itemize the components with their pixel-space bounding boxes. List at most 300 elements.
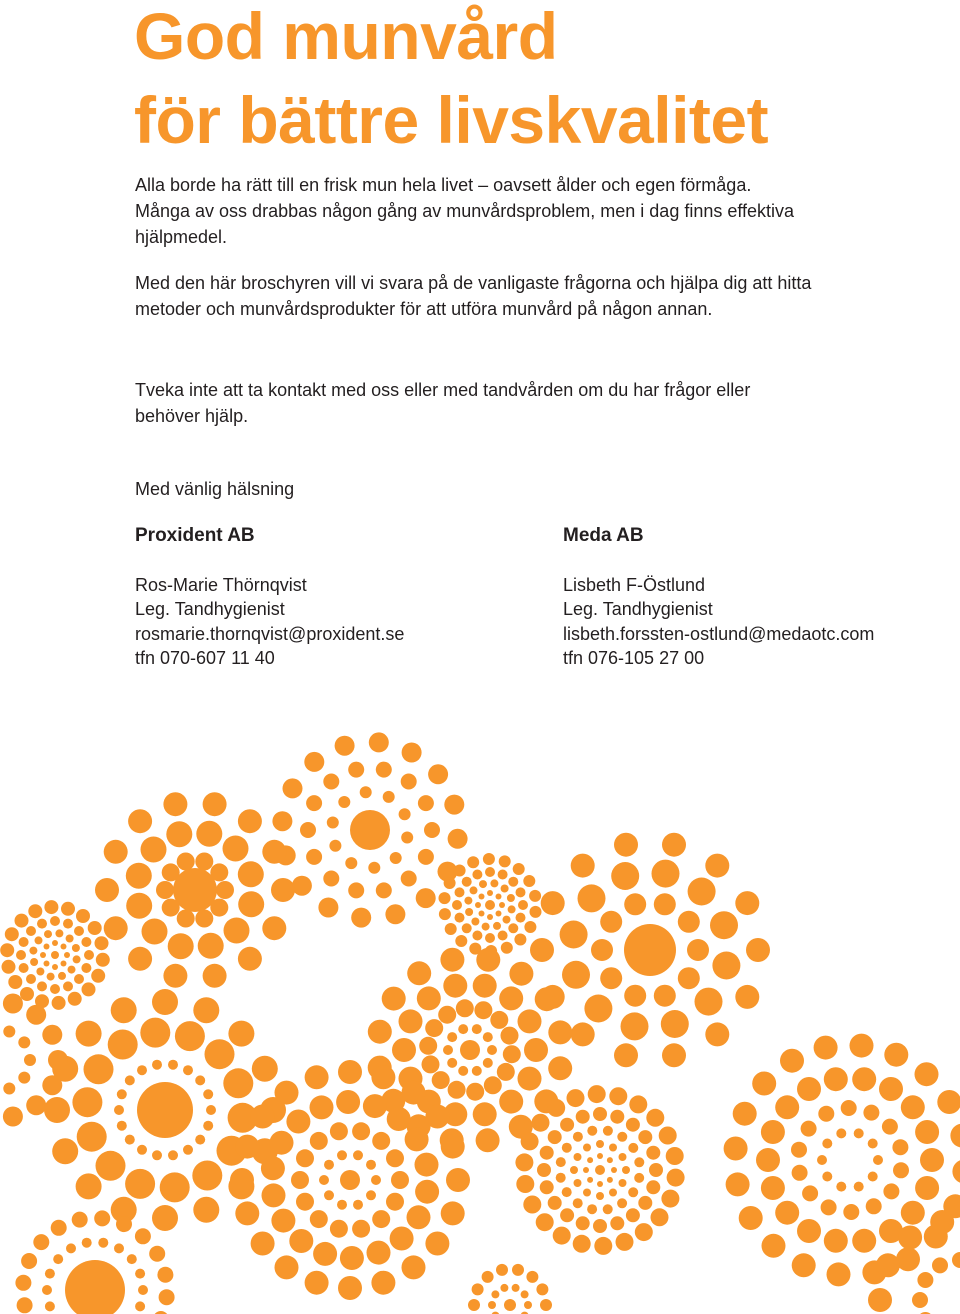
pattern-dot — [367, 1241, 391, 1265]
pattern-dot — [40, 952, 46, 958]
pattern-dot — [127, 1254, 137, 1264]
pattern-dot — [196, 821, 222, 847]
pattern-dot — [456, 999, 474, 1017]
pattern-dot — [868, 1288, 892, 1312]
pattern-dot — [752, 1072, 776, 1096]
pattern-dot — [930, 1210, 954, 1234]
pattern-dot — [504, 1299, 516, 1311]
pattern-dot — [917, 1272, 933, 1288]
pattern-dot — [203, 1121, 213, 1131]
pattern-dot — [3, 994, 23, 1014]
pattern-dot — [573, 1132, 583, 1142]
pattern-dot — [275, 1255, 299, 1279]
pattern-dot — [536, 1283, 548, 1295]
pattern-dot — [72, 1212, 88, 1228]
pattern-dot — [521, 1132, 539, 1150]
pattern-dot — [467, 856, 479, 868]
pattern-dot — [646, 1180, 660, 1194]
pattern-dot — [104, 840, 128, 864]
pattern-dot — [501, 942, 513, 954]
pattern-dot — [479, 911, 485, 917]
pattern-dot — [61, 902, 75, 916]
pattern-dot — [866, 1198, 882, 1214]
pattern-dot — [610, 1216, 624, 1230]
pattern-dot — [44, 930, 52, 938]
pattern-dot — [168, 933, 194, 959]
pattern-dot — [791, 1142, 807, 1158]
pattern-dot — [476, 1128, 500, 1152]
pattern-dot — [571, 854, 595, 878]
pattern-dot — [271, 878, 295, 902]
pattern-dot — [238, 947, 262, 971]
pattern-dot — [116, 1216, 132, 1232]
pattern-dot — [283, 778, 303, 798]
pattern-dot — [162, 899, 180, 917]
pattern-dot — [192, 1161, 222, 1191]
pattern-dot — [19, 963, 29, 973]
pattern-dot — [168, 1060, 178, 1070]
pattern-dot — [42, 1025, 62, 1045]
pattern-dot — [235, 1135, 259, 1159]
pattern-dot — [614, 1043, 638, 1067]
pattern-dot — [499, 902, 505, 908]
intro-paragraph-2: Med den här broschyren vill vi svara på de vanligaste frågorna och hjälpa dig att hitta metoder och munvårdsprodukter för att utföra munvård på någon annan. — [135, 273, 812, 319]
pattern-dot — [159, 1289, 175, 1305]
pattern-dot — [195, 1135, 205, 1145]
pattern-dot — [425, 1019, 443, 1037]
pattern-dot — [482, 923, 490, 931]
pattern-dot — [173, 868, 217, 912]
pattern-dot — [937, 1090, 960, 1114]
pattern-dot — [547, 1099, 565, 1117]
pattern-dot — [238, 809, 262, 833]
pattern-dot — [629, 1095, 647, 1113]
pattern-dot — [661, 1010, 689, 1038]
pattern-dot — [600, 967, 622, 989]
pattern-dot — [223, 836, 249, 862]
pattern-dot — [884, 1043, 908, 1067]
pattern-dot — [223, 1068, 253, 1098]
pattern-dot — [447, 1058, 457, 1068]
pattern-dot — [756, 1148, 780, 1172]
pattern-dot — [503, 916, 511, 924]
pattern-dot — [336, 1090, 360, 1114]
pattern-dot — [746, 938, 770, 962]
pattern-dot — [52, 940, 58, 946]
company-name: Proxident AB — [135, 525, 255, 546]
pattern-dot — [576, 1110, 590, 1124]
pattern-dot — [472, 1066, 482, 1076]
pattern-dot — [466, 1083, 484, 1101]
pattern-dot — [399, 1009, 423, 1033]
pattern-dot — [152, 1150, 162, 1160]
pattern-dot — [705, 1022, 729, 1046]
pattern-dot — [458, 1024, 468, 1034]
contact-email[interactable]: lisbeth.forssten-ostlund@medaotc.com — [563, 623, 875, 644]
pattern-dot — [541, 891, 565, 915]
pattern-dot — [289, 1229, 313, 1253]
pattern-dot — [304, 752, 324, 772]
pattern-dot — [617, 1132, 627, 1142]
pattern-dot — [488, 1301, 496, 1309]
pattern-dot — [206, 1105, 216, 1115]
pattern-dot — [465, 908, 473, 916]
pattern-dot — [55, 929, 63, 937]
pattern-dot — [441, 1201, 465, 1225]
pattern-dot — [3, 1107, 23, 1127]
pattern-dot — [600, 911, 622, 933]
pattern-dot — [822, 1172, 832, 1182]
pattern-dot — [901, 1095, 925, 1119]
pattern-dot — [37, 981, 47, 991]
pattern-dot — [183, 1145, 193, 1155]
pattern-dot — [383, 791, 395, 803]
pattern-dot — [915, 1120, 939, 1144]
pattern-dot — [363, 1094, 387, 1118]
pattern-dot — [417, 986, 441, 1010]
pattern-dot — [843, 1204, 859, 1220]
pattern-dot — [296, 1149, 314, 1167]
pattern-dot — [96, 953, 110, 967]
pattern-dot — [583, 1189, 591, 1197]
pattern-dot — [81, 963, 91, 973]
pattern-dot — [710, 911, 738, 939]
pattern-dot — [530, 906, 542, 918]
pattern-dot — [15, 914, 29, 928]
pattern-dot — [141, 837, 167, 863]
pattern-dot — [761, 1120, 785, 1144]
pattern-dot — [2, 960, 16, 974]
pattern-dot — [335, 736, 355, 756]
pattern-dot — [583, 1167, 589, 1173]
pattern-dot — [512, 1264, 524, 1276]
pattern-dot — [91, 969, 105, 983]
pattern-dot — [490, 879, 498, 887]
pattern-dot — [487, 914, 493, 920]
pattern-dot — [499, 1090, 523, 1114]
pattern-dot — [94, 1210, 110, 1226]
contact-email[interactable]: rosmarie.thornqvist@proxident.se — [135, 623, 405, 644]
pattern-dot — [419, 1037, 437, 1055]
pattern-dot — [235, 1201, 259, 1225]
pattern-dot — [863, 1105, 879, 1121]
pattern-dot — [473, 1102, 497, 1126]
pattern-dot — [814, 1036, 838, 1060]
pattern-dot — [329, 840, 341, 852]
pattern-dot — [508, 905, 516, 913]
pattern-dot — [17, 1297, 33, 1313]
pattern-dot — [876, 1253, 900, 1277]
pattern-dot — [661, 1190, 679, 1208]
pattern-dot — [483, 1032, 493, 1042]
pattern-dot — [485, 867, 495, 877]
pattern-dot — [157, 1267, 173, 1283]
pattern-dot — [401, 832, 413, 844]
pattern-dot — [108, 1030, 138, 1060]
pattern-dot — [372, 1210, 390, 1228]
pattern-dot — [330, 1220, 348, 1238]
pattern-dot — [883, 1183, 899, 1199]
pattern-dot — [391, 1171, 409, 1189]
pattern-dot — [584, 995, 612, 1023]
pattern-dot — [496, 911, 502, 917]
pattern-dot — [300, 822, 316, 838]
pattern-dot — [313, 1242, 337, 1266]
pattern-dot — [163, 792, 187, 816]
pattern-dot — [556, 1157, 566, 1167]
pattern-dot — [183, 1065, 193, 1075]
pattern-dot — [392, 1038, 416, 1062]
pattern-dot — [51, 951, 59, 959]
pattern-dot — [588, 1085, 606, 1103]
pattern-dot — [726, 1172, 750, 1196]
pattern-dot — [792, 1165, 808, 1181]
pattern-dot — [26, 1095, 46, 1115]
pattern-dot — [626, 1208, 640, 1222]
pattern-dot — [323, 871, 339, 887]
pattern-dot — [499, 986, 523, 1010]
pattern-dot — [18, 1036, 30, 1048]
pattern-dot — [573, 1198, 583, 1208]
pattern-dot — [879, 1077, 903, 1101]
pattern-dot — [583, 1144, 591, 1152]
pattern-dot — [523, 875, 535, 887]
page-title — [134, 0, 768, 162]
pattern-dot — [868, 1139, 878, 1149]
pattern-dot — [353, 1200, 363, 1210]
pattern-dot — [84, 950, 94, 960]
pattern-dot — [306, 849, 322, 865]
pattern-dot — [338, 1060, 362, 1084]
pattern-dot — [597, 1181, 603, 1187]
contact-title: Leg. Tandhygienist — [135, 599, 285, 619]
pattern-dot — [529, 890, 541, 902]
pattern-dot — [30, 958, 38, 966]
pattern-dot — [836, 1128, 846, 1138]
pattern-dot — [802, 1185, 818, 1201]
pattern-dot — [595, 1165, 605, 1175]
pattern-dot — [98, 1238, 108, 1248]
pattern-dot — [324, 1190, 334, 1200]
pattern-dot — [68, 992, 82, 1006]
pattern-dot — [562, 1143, 572, 1153]
pattern-dot — [142, 919, 168, 945]
pattern-dot — [73, 955, 81, 963]
pattern-dot — [387, 1107, 411, 1131]
pattern-dot — [518, 900, 528, 910]
pattern-dot — [152, 989, 178, 1015]
pattern-dot — [350, 810, 390, 850]
pattern-dot — [490, 1011, 508, 1029]
pattern-dot — [836, 1182, 846, 1192]
pattern-dot — [415, 1153, 439, 1177]
pattern-dot — [337, 1200, 347, 1210]
pattern-dot — [824, 1229, 848, 1253]
pattern-dot — [817, 1155, 827, 1165]
pattern-dot — [638, 1130, 652, 1144]
pattern-dot — [548, 1130, 562, 1144]
pattern-dot — [483, 853, 495, 865]
pattern-dot — [654, 893, 676, 915]
pattern-dot — [455, 913, 465, 923]
pattern-dot — [168, 1150, 178, 1160]
pattern-dot — [63, 919, 73, 929]
pattern-dot — [526, 1271, 538, 1283]
pattern-dot — [64, 952, 70, 958]
pattern-dot — [553, 1227, 571, 1245]
pattern-dot — [368, 1020, 392, 1044]
pattern-dot — [621, 1012, 649, 1040]
pattern-dot — [705, 854, 729, 878]
pattern-dot — [455, 935, 467, 947]
pattern-dot — [508, 923, 518, 933]
pattern-dot — [407, 1205, 431, 1229]
pattern-dot — [42, 1075, 62, 1095]
pattern-dot — [540, 1146, 554, 1160]
pattern-dot — [371, 1271, 395, 1295]
pattern-dot — [345, 857, 357, 869]
pattern-dot — [666, 1147, 684, 1165]
pattern-dot — [498, 931, 508, 941]
pattern-dot — [493, 922, 501, 930]
pattern-dot — [516, 887, 526, 897]
pattern-dot — [892, 1139, 908, 1155]
pattern-dot — [193, 997, 219, 1023]
pattern-dot — [416, 888, 436, 908]
pattern-dot — [530, 938, 554, 962]
pattern-dot — [634, 1157, 644, 1167]
pattern-dot — [193, 1197, 219, 1223]
pattern-dot — [570, 1166, 578, 1174]
pattern-dot — [662, 833, 686, 857]
pattern-dot — [852, 1067, 876, 1091]
pattern-dot — [401, 774, 417, 790]
pattern-dot — [446, 1168, 470, 1192]
pattern-dot — [617, 1198, 627, 1208]
pattern-dot — [548, 1020, 572, 1044]
pattern-dot — [228, 1021, 254, 1047]
pattern-dot — [508, 877, 518, 887]
pattern-dot — [678, 967, 700, 989]
pattern-dot — [37, 919, 47, 929]
pattern-dot — [422, 1055, 440, 1073]
pattern-dot — [275, 1081, 299, 1105]
pattern-dot — [424, 822, 440, 838]
pattern-dot — [616, 1233, 634, 1251]
pattern-dot — [137, 1065, 147, 1075]
pattern-dot — [607, 1177, 613, 1183]
greeting: Med vänlig hälsning — [135, 479, 295, 499]
pattern-dot — [95, 936, 109, 950]
pattern-dot — [162, 863, 180, 881]
pattern-dot — [152, 1205, 178, 1231]
pattern-dot — [603, 1126, 613, 1136]
pattern-dot — [821, 1199, 837, 1215]
pattern-dot — [635, 1223, 653, 1241]
pattern-dot — [318, 898, 338, 918]
pattern-dot — [448, 1081, 466, 1099]
pattern-dot — [893, 1162, 909, 1178]
pattern-dot — [376, 762, 392, 778]
pattern-dot — [203, 792, 227, 816]
pattern-dot — [688, 878, 716, 906]
pattern-dot — [128, 809, 152, 833]
pattern-dot — [117, 1121, 127, 1131]
pattern-dot — [402, 743, 422, 763]
pattern-dot — [160, 1172, 190, 1202]
pattern-dot — [628, 1143, 638, 1153]
pattern-dot — [390, 1227, 414, 1251]
pattern-dot — [610, 1110, 624, 1124]
pattern-dot — [841, 1100, 857, 1116]
pattern-dot — [460, 1040, 480, 1060]
pattern-dot — [20, 987, 34, 1001]
pattern-dot — [352, 1220, 370, 1238]
pattern-dot — [614, 833, 638, 857]
pattern-dot — [15, 1275, 31, 1291]
pattern-dot — [471, 918, 479, 926]
pattern-dot — [177, 853, 195, 871]
pattern-dot — [125, 1135, 135, 1145]
pattern-dot — [611, 862, 639, 890]
pattern-dot — [574, 1179, 582, 1187]
pattern-dot — [262, 916, 286, 940]
pattern-dot — [66, 935, 74, 943]
pattern-dot — [292, 876, 312, 896]
pattern-dot — [514, 934, 526, 946]
pattern-dot — [901, 1201, 925, 1225]
pattern-dot — [619, 1153, 627, 1161]
pattern-dot — [330, 1122, 348, 1140]
pattern-dot — [418, 795, 434, 811]
pattern-dot — [638, 1196, 652, 1210]
pattern-dot — [503, 1045, 521, 1063]
pattern-dot — [230, 1168, 254, 1192]
pattern-dot — [366, 1160, 376, 1170]
pattern-dot — [42, 1285, 52, 1295]
pattern-dot — [761, 1176, 785, 1200]
pattern-dot — [485, 900, 495, 910]
pattern-dot — [3, 1026, 15, 1038]
pattern-dot — [353, 1150, 363, 1160]
pattern-dot — [428, 764, 448, 784]
pattern-dot — [128, 947, 152, 971]
pattern-dot — [695, 988, 723, 1016]
pattern-dot — [609, 1189, 617, 1197]
pattern-dot — [251, 1232, 275, 1256]
pattern-dot — [166, 821, 192, 847]
pattern-dot — [351, 908, 371, 928]
pattern-dot — [418, 849, 434, 865]
pattern-dot — [135, 1228, 151, 1244]
pattern-dot — [628, 1187, 638, 1197]
pattern-dot — [593, 1107, 607, 1121]
pattern-dot — [135, 1301, 145, 1311]
pattern-dot — [624, 893, 646, 915]
pattern-dot — [611, 1167, 617, 1173]
pattern-dot — [868, 1172, 878, 1182]
pattern-dot — [609, 1087, 627, 1105]
pattern-dot — [360, 786, 372, 798]
pattern-dot — [915, 1062, 939, 1086]
pattern-dot — [448, 829, 468, 849]
pattern-dot — [537, 1163, 551, 1177]
pattern-dot — [573, 1235, 591, 1253]
pattern-dot — [51, 1220, 67, 1236]
pattern-dot — [516, 913, 526, 923]
pattern-dot — [464, 897, 472, 905]
pattern-dot — [524, 1038, 548, 1062]
